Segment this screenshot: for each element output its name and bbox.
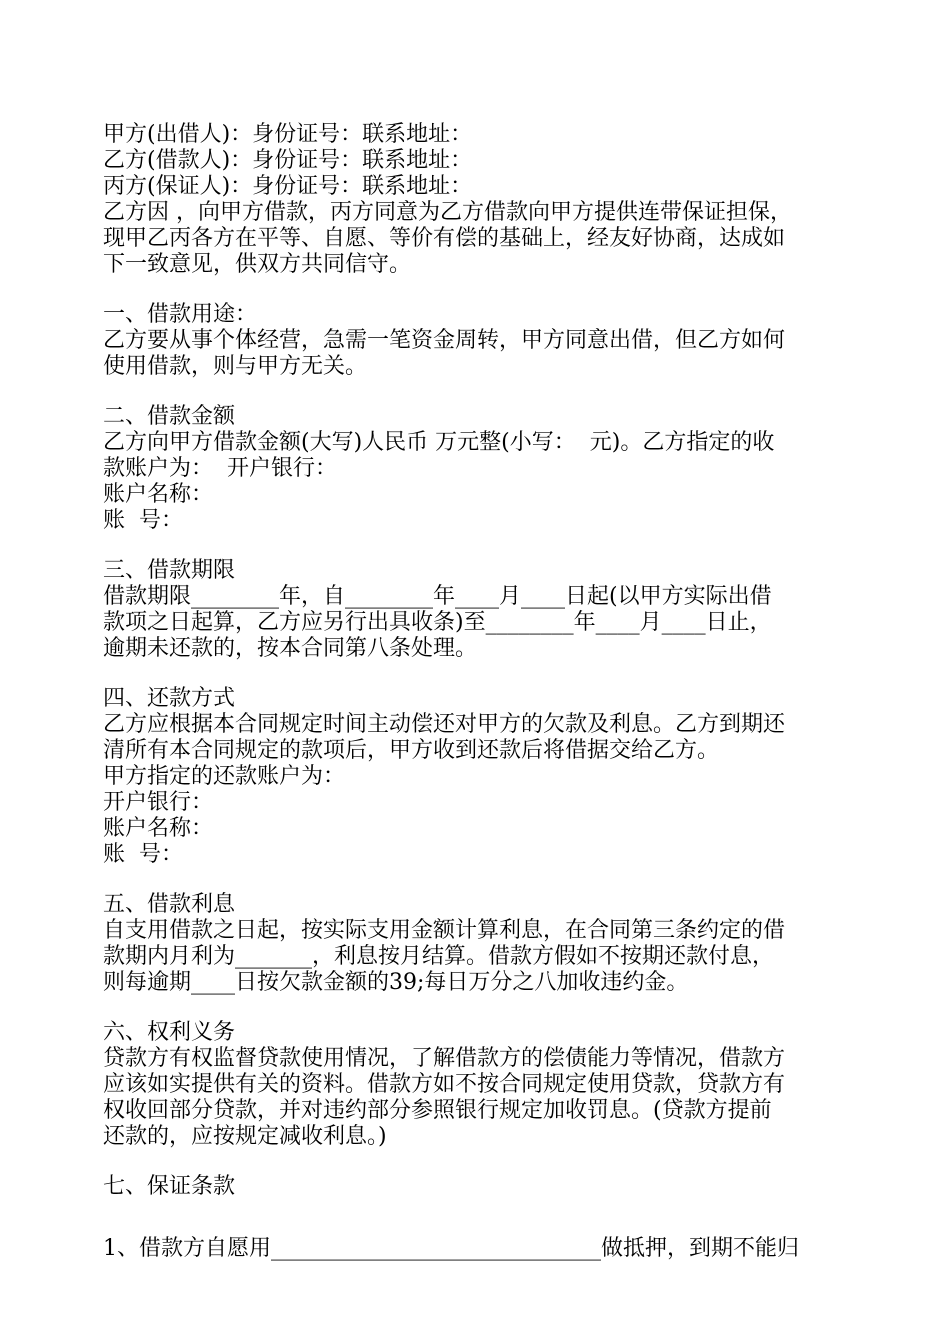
section-line: 还款的，应按规定减收利息。) bbox=[103, 1124, 387, 1149]
intro-line: 下一致意见，供双方共同信守。 bbox=[103, 252, 412, 277]
section-line: 乙方应根据本合同规定时间主动偿还对甲方的欠款及利息。乙方到期还 bbox=[103, 712, 786, 737]
section-heading: 五、借款利息 bbox=[103, 892, 236, 917]
section-line: 则每逾期____日按欠款金额的39;每日万分之八加收违约金。 bbox=[103, 970, 689, 995]
section-loan-amount bbox=[103, 404, 873, 534]
section-heading: 一、借款用途： bbox=[103, 302, 258, 327]
section-heading: 三、借款期限 bbox=[103, 558, 236, 583]
section-line: 乙方向甲方借款金额(大写)人民币 万元整(小写： 元)。乙方指定的收 bbox=[103, 430, 775, 455]
parties-block bbox=[103, 122, 873, 200]
section-interest bbox=[103, 892, 873, 996]
section-line: 账户名称： bbox=[103, 482, 214, 507]
section-line: 使用借款，则与甲方无关。 bbox=[103, 354, 368, 379]
party-borrower: 乙方(借款人)：身份证号：联系地址： bbox=[103, 148, 473, 173]
section-line: 款项之日起算，乙方应另行出具收条)至________年____月____日止， bbox=[103, 610, 772, 635]
section-line: 开户银行： bbox=[103, 790, 214, 815]
section-line: 乙方要从事个体经营，急需一笔资金周转，甲方同意出借，但乙方如何 bbox=[103, 328, 786, 353]
section-heading: 七、保证条款 bbox=[103, 1174, 236, 1199]
section-line: 借款期限________年，自________年____月____日起(以甲方实际出借 bbox=[103, 584, 772, 609]
intro-paragraph bbox=[103, 200, 873, 278]
guarantee-clause-1: 1、借款方自愿用______________________________做抵押，到期不能归 bbox=[103, 1236, 799, 1261]
contract-document bbox=[103, 122, 873, 1262]
section-heading: 六、权利义务 bbox=[103, 1020, 236, 1045]
section-guarantee bbox=[103, 1174, 873, 1262]
party-guarantor: 丙方(保证人)：身份证号：联系地址： bbox=[103, 174, 473, 199]
section-heading: 四、还款方式 bbox=[103, 686, 236, 711]
section-line: 账户名称： bbox=[103, 816, 214, 841]
intro-line: 乙方因 ，向甲方借款，丙方同意为乙方借款向甲方提供连带保证担保， bbox=[103, 200, 792, 225]
section-line: 甲方指定的还款账户为： bbox=[103, 764, 346, 789]
section-line: 款期内月利为_______，利息按月结算。借款方假如不按期还款付息， bbox=[103, 944, 775, 969]
section-heading: 二、借款金额 bbox=[103, 404, 236, 429]
section-loan-purpose bbox=[103, 302, 873, 380]
section-line: 自支用借款之日起，按实际支用金额计算利息，在合同第三条约定的借 bbox=[103, 918, 786, 943]
section-line: 账 号： bbox=[103, 508, 183, 533]
party-lender: 甲方(出借人)：身份证号：联系地址： bbox=[103, 122, 473, 147]
section-repayment bbox=[103, 686, 873, 868]
section-line: 账 号： bbox=[103, 842, 183, 867]
intro-line: 现甲乙丙各方在平等、自愿、等价有偿的基础上，经友好协商，达成如 bbox=[103, 226, 786, 251]
section-line: 款账户为： 开户银行： bbox=[103, 456, 337, 481]
section-line: 贷款方有权监督贷款使用情况，了解借款方的偿债能力等情况，借款方 bbox=[103, 1046, 786, 1071]
section-line: 应该如实提供有关的资料。借款方如不按合同规定使用贷款，贷款方有 bbox=[103, 1072, 786, 1097]
section-rights-obligations bbox=[103, 1020, 873, 1150]
section-line: 清所有本合同规定的款项后，甲方收到还款后将借据交给乙方。 bbox=[103, 738, 720, 763]
section-line: 逾期未还款的，按本合同第八条处理。 bbox=[103, 636, 478, 661]
section-loan-term bbox=[103, 558, 873, 662]
section-line: 权收回部分贷款，并对违约部分参照银行规定加收罚息。(贷款方提前 bbox=[103, 1098, 772, 1123]
